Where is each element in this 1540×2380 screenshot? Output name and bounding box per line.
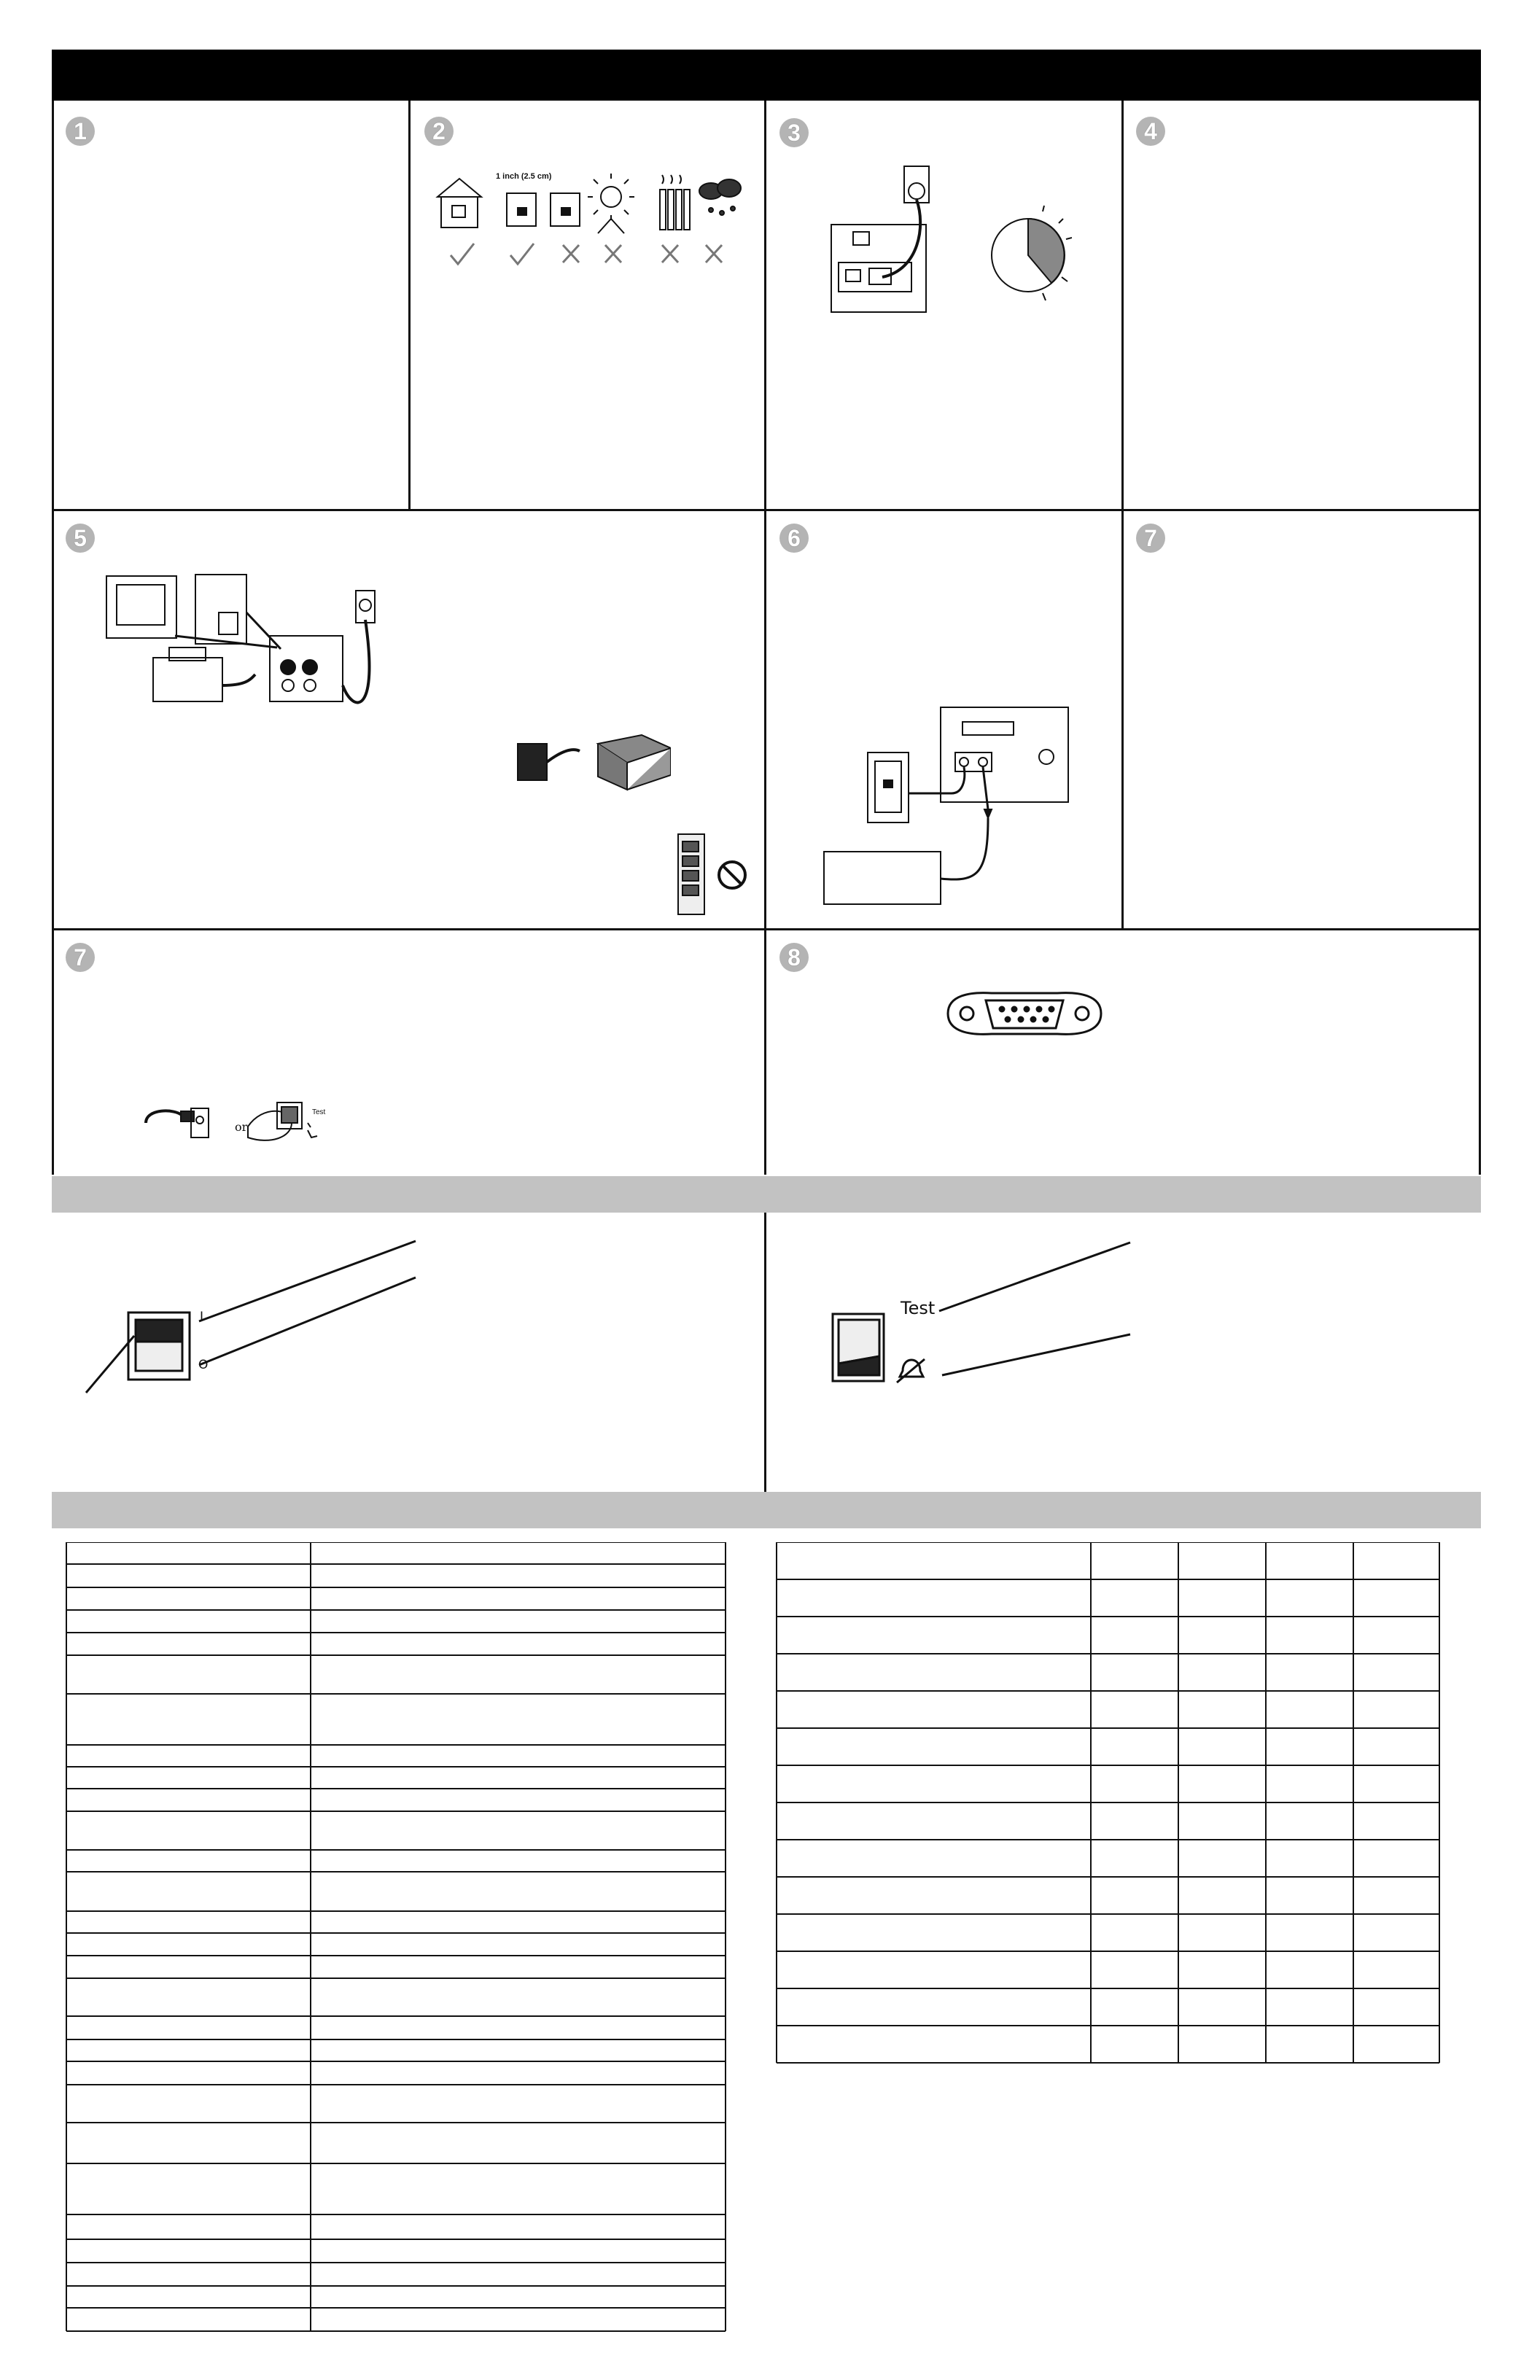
grid-divider <box>764 1213 766 1492</box>
cross-icon <box>563 245 579 262</box>
grid-divider <box>764 101 766 1175</box>
modem-box <box>824 852 941 904</box>
grid-divider <box>1121 101 1124 930</box>
grid-border-left <box>52 101 54 1175</box>
step-badge-7: 7 <box>66 943 95 972</box>
power-on-symbol: I <box>200 1310 204 1324</box>
check-icon <box>510 244 534 264</box>
indicator-table <box>776 1542 1441 2067</box>
serial-port-illustration <box>941 984 1108 1043</box>
phone-line-diagram <box>817 700 1094 911</box>
step-badge-5: 5 <box>66 524 95 553</box>
wall-outlet-icon <box>904 166 929 203</box>
connection-diagram <box>102 569 379 729</box>
step-badge-2: 2 <box>424 117 454 146</box>
test-label: Test <box>901 1298 936 1318</box>
placement-illustration <box>430 168 751 270</box>
computer-tower-icon <box>195 575 246 644</box>
wall-outlet-icon <box>356 591 375 623</box>
or-label: or <box>235 1120 248 1134</box>
plug-icon <box>518 744 547 780</box>
power-switch-diagram <box>80 1232 430 1400</box>
house-icon <box>438 179 481 228</box>
specifications-table <box>66 1542 731 2337</box>
grid-border-right <box>1479 101 1481 1175</box>
grid-divider <box>52 928 1481 930</box>
step-badge-7: 7 <box>1136 524 1165 553</box>
cross-icon <box>605 245 621 262</box>
grid-divider <box>52 509 1481 511</box>
header-bar <box>52 50 1481 101</box>
sun-icon <box>588 174 634 233</box>
grid-divider <box>408 101 411 510</box>
check-icon <box>451 244 474 264</box>
plug-adapter-illustration <box>510 722 671 802</box>
printer-icon <box>153 658 222 701</box>
ups-icon <box>507 193 536 226</box>
step-badge-1: 1 <box>66 117 95 146</box>
step-badge-6: 6 <box>779 524 809 553</box>
power-off-symbol: O <box>198 1358 209 1372</box>
section-bar <box>52 1176 1481 1213</box>
power-strip-prohibited <box>671 831 751 919</box>
cross-icon <box>706 245 722 262</box>
ups-icon <box>551 193 580 226</box>
step-badge-3: 3 <box>779 118 809 147</box>
step-badge-4: 4 <box>1136 117 1165 146</box>
clearance-label: 1 inch (2.5 cm) <box>496 172 552 181</box>
test-switch-diagram <box>824 1232 1174 1400</box>
heater-icon <box>660 175 690 230</box>
cross-icon <box>662 245 678 262</box>
charging-illustration <box>824 160 1072 321</box>
test-small-label: Test <box>312 1108 326 1116</box>
step-badge-8: 8 <box>779 943 809 972</box>
section-bar <box>52 1492 1481 1528</box>
rain-icon <box>699 179 741 215</box>
